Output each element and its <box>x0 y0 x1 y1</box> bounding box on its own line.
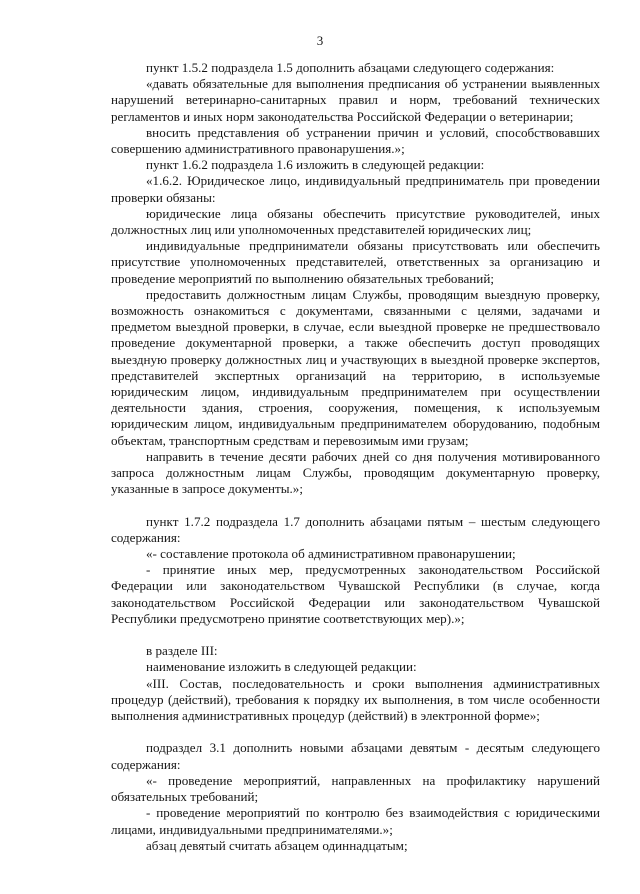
paragraph: «1.6.2. Юридическое лицо, индивидуальный предприниматель при проведении проверки обязаны: <box>111 173 600 205</box>
paragraph: «- проведение мероприятий, направленных на профилактику нарушений обязательных требований; <box>111 772 600 805</box>
paragraph: предоставить должностным лицам Службы, проводящим выездную проверку, возможность ознакомиться с документами, связанными с целями, задачами и предметом выездной проверки, в случае, если выездной проверке не предшествовало проведение документарной проверки, а также обеспечить доступ проводящих выездную проверку должностных лиц и участвующих в выездной проверке экспертов, представителей экспертных организаций на территорию, в используемые юридическим лицом, индивидуальным предпринимателем при осуществлении деятельности здания, строения, сооружения, помещения, к используемым юридическим лицом, индивидуальным предпринимателем оборудованию, подобным объектам, транспортным средствам и перевозимым ими грузам; <box>111 286 600 448</box>
paragraph: в разделе III: <box>146 643 218 659</box>
paragraph: вносить представления об устранении причин и условий, способствовавших совершению административного правонарушения.»; <box>111 124 600 157</box>
paragraph: «- составление протокола об административном правонарушении; <box>146 546 516 562</box>
paragraph: наименование изложить в следующей редакции: <box>146 659 417 675</box>
paragraph: - принятие иных мер, предусмотренных законодательством Российской Федерации или законодательством Чувашской Республики (в случае, когда законодательством Российской Федерации или законодательством Чувашской Республики предусмотрено принятие соответствующих мер).»; <box>111 562 600 626</box>
paragraph: «III. Состав, последовательность и сроки выполнения административных процедур (действий), требования к порядку их выполнения, в том числе особенности выполнения административных процедур (действий) в электронной форме»; <box>111 675 600 724</box>
paragraph: индивидуальные предприниматели обязаны присутствовать или обеспечить присутствие уполномоченных представителей, ответственных за организацию и проведение мероприятий по выполнению обязательных требований; <box>111 238 600 286</box>
paragraph: пункт 1.6.2 подраздела 1.6 изложить в следующей редакции: <box>146 157 485 173</box>
paragraph: «давать обязательные для выполнения предписания об устранении выявленных нарушений ветеринарно-санитарных правил и норм, требований технических регламентов и иных норм законодательства Российской Федерации о ветеринарии; <box>111 76 600 124</box>
paragraph: пункт 1.5.2 подраздела 1.5 дополнить абзацами следующего содержания: <box>146 60 555 75</box>
paragraph: абзац девятый считать абзацем одиннадцатым; <box>146 837 408 853</box>
paragraph: пункт 1.7.2 подраздела 1.7 дополнить абзацами пятым – шестым следующего содержания: <box>111 513 600 545</box>
paragraph: юридические лица обязаны обеспечить присутствие руководителей, иных должностных лиц или уполномоченных представителей юридических лиц; <box>111 205 600 238</box>
paragraph: - проведение мероприятий по контролю без взаимодействия с юридическими лицами, индивидуальными предпринимателями.»; <box>111 805 600 837</box>
paragraph: направить в течение десяти рабочих дней со дня получения мотивированного запроса должностным лицам Службы, проводящим документарную проверку, указанные в запросе документы.»; <box>111 448 600 497</box>
paragraph: подраздел 3.1 дополнить новыми абзацами девятым - десятым следующего содержания: <box>111 740 600 772</box>
document-body <box>111 60 600 854</box>
page-number: 3 <box>316 33 324 48</box>
